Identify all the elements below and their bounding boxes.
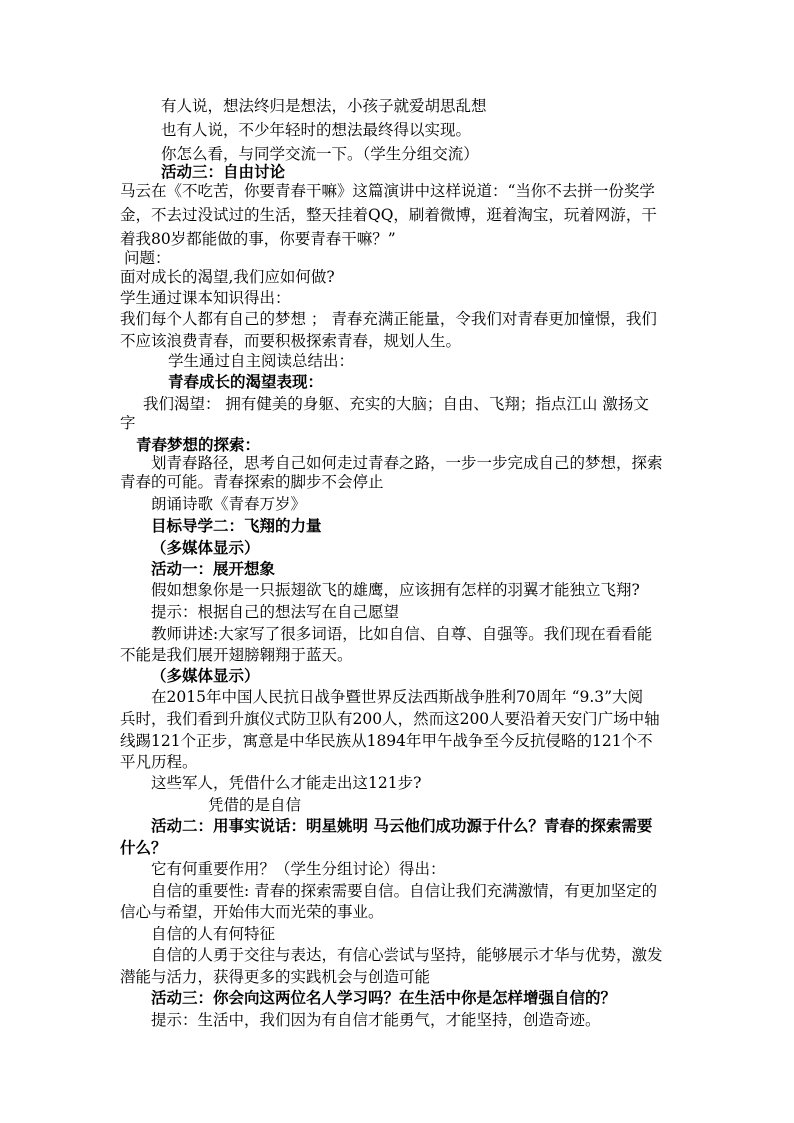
text-line: 平凡历程。 <box>120 753 198 771</box>
text-line: 有人说，想法终归是想法，小孩子就爱胡思乱想 <box>161 97 487 115</box>
section-heading: 目标导学二：飞翔的力量 <box>151 516 322 535</box>
text-line: 假如想象你是一只振翅欲飞的雄鹰，应该拥有怎样的羽翼才能独立飞翔? <box>151 581 640 599</box>
text-line: 提示：生活中，我们因为有自信才能勇气，才能坚持，创造奇迹。 <box>151 1011 601 1029</box>
section-heading: 活动三：自由讨论 <box>161 162 286 181</box>
text-line: 字 <box>120 414 136 432</box>
text-line: 自信的人有何特征 <box>151 925 276 943</box>
text-line: 问题： <box>124 249 171 267</box>
text-line: 不应该浪费青春，而要积极探索青春，规划人生。 <box>120 332 462 350</box>
text-line: 学生通过课本知识得出： <box>120 289 291 307</box>
text-line: 朗诵诗歌《青春万岁》 <box>151 495 307 513</box>
text-line: 青春的可能。青春探索的脚步不会停止 <box>120 473 384 491</box>
text-line: 这些军人，凭借什么才能走出这121步? <box>151 774 422 792</box>
section-heading: （多媒体显示） <box>151 538 260 557</box>
text-line: 它有何重要作用？（学生分组讨论）得出： <box>151 860 446 878</box>
text-line: 不能是我们展开翅膀翱翔于蓝天。 <box>120 646 353 664</box>
section-heading: （多媒体显示） <box>151 666 260 685</box>
text-line: 线踢121个正步，寓意是中华民族从1894年甲午战争至今反抗侵略的121个不 <box>120 732 653 750</box>
section-heading: 青春梦想的探索： <box>136 435 261 454</box>
text-line: 面对成长的渴望,我们应如何做? <box>120 268 335 286</box>
text-line: 教师讲述:大家写了很多词语，比如自信、自尊、自强等。我们现在看看能 <box>151 625 653 643</box>
section-heading: 青春成长的渴望表现： <box>168 372 324 391</box>
text-line: 也有人说，不少年轻时的想法最终得以实现。 <box>161 121 472 139</box>
text-line: 我们每个人都有自己的梦想 ； 青春充满正能量，令我们对青春更加憧憬，我们 <box>120 310 657 328</box>
text-line: 金，不去过没试过的生活，整天挂着QQ，刷着微博，逛着淘宝，玩着网游，干 <box>120 206 657 224</box>
text-line: 提示：根据自己的想法写在自己愿望 <box>151 603 400 621</box>
text-line: 信心与希望，开始伟大而光荣的事业。 <box>120 903 384 921</box>
text-line: 你怎么看，与同学交流一下。（学生分组交流） <box>161 145 479 163</box>
text-line: 着我80岁都能做的事，你要青春干嘛？” <box>120 230 396 248</box>
text-line: 潜能与活力，获得更多的实践机会与创造可能 <box>120 968 431 986</box>
text-line: 马云在《不吃苦，你要青春干嘛》这篇演讲中这样说道：“当你不去拼一份奖学 <box>120 182 655 200</box>
text-line: 兵时，我们看到升旗仪式防卫队有200人，然而这200人要沿着天安门广场中轴 <box>120 710 660 728</box>
text-line: 自信的人勇于交往与表达，有信心尝试与坚持，能够展示才华与优势，激发 <box>151 946 663 964</box>
text-line: 我们渴望： 拥有健美的身躯、充实的大脑；自由、飞翔；指点江山 激扬文 <box>143 395 649 413</box>
text-line: 凭借的是自信 <box>208 796 302 814</box>
text-line: 划青春路径，思考自己如何走过青春之路，一步一步完成自己的梦想，探索 <box>151 454 663 472</box>
section-heading: 活动三：你会向这两位名人学习吗？在生活中你是怎样增强自信的？ <box>151 988 617 1007</box>
text-line: 在2015年中国人民抗日战争暨世界反法西斯战争胜利70周年 “9.3”大阅 <box>151 688 644 706</box>
section-heading: 活动二：用事实说话：明星姚明 马云他们成功源于什么？青春的探索需要 <box>151 816 653 835</box>
section-heading: 活动一：展开想象 <box>151 559 276 578</box>
section-heading: 什么？ <box>120 838 167 857</box>
text-line: 自信的重要性: 青春的探索需要自信。自信让我们充满激情，有更加坚定的 <box>151 882 658 900</box>
text-line: 学生通过自主阅读总结出： <box>168 352 355 370</box>
